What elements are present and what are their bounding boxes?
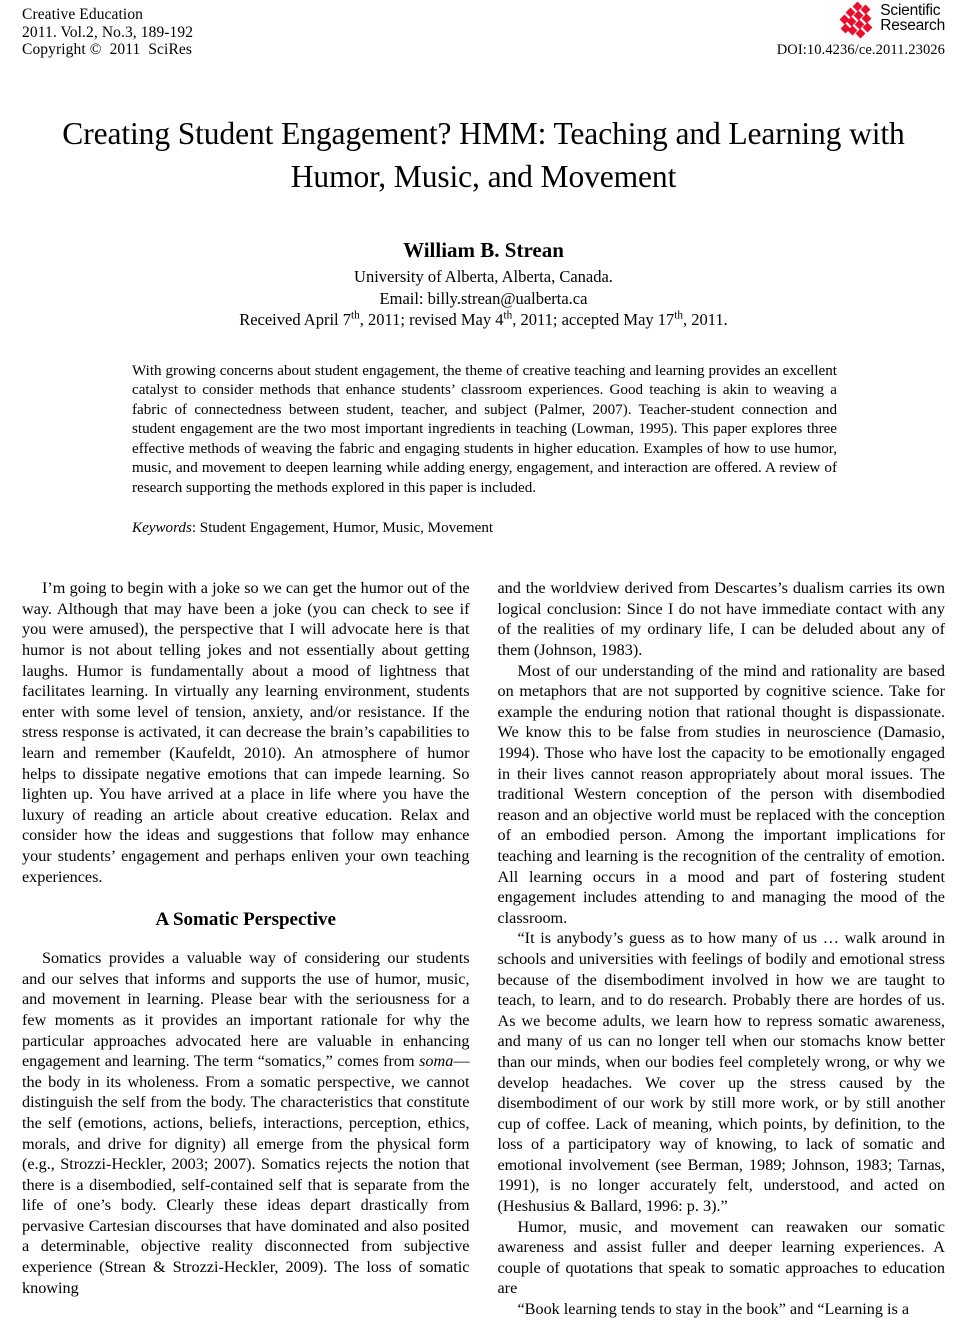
journal-copyright-line: Copyright © 2011 SciRes — [22, 41, 192, 58]
dates-ordinal-1: th — [351, 309, 360, 322]
right-paragraph-4: Humor, music, and movement can reawaken our somatic awareness and assist fuller and deeper learning experiences. A couple of quotations that speak to somatic approaches to education are — [497, 1217, 945, 1298]
dates-accepted: , 2011; accepted May 17 — [512, 310, 675, 329]
dates-received: Received April 7 — [239, 310, 352, 329]
submission-dates — [22, 309, 945, 331]
dates-revised: , 2011; revised May 4 — [359, 310, 504, 329]
author-block — [22, 237, 945, 331]
publisher-word-research: Research — [880, 17, 945, 34]
author-name: William B. Strean — [403, 238, 564, 262]
left-paragraph-2-part-a: Somatics provides a valuable way of considering our students and our selves that informs and supports the use of humor, music, and movement in learning. Please bear with the seriousness for a few moments as it provides an important rationale for why the particular approaches advocated here are valuable in enhancing engagement and learning. The term “somatics,” comes from — [22, 949, 470, 1071]
dates-year-end: , 2011. — [683, 310, 728, 329]
keywords-label: Keywords — [132, 519, 192, 536]
left-paragraph-2-part-b: —the body in its wholeness. From a somatic perspective, we cannot distinguish the self from the body. The characteristics that constitute the self (emotions, actions, beliefs, interactions, perception, ethics, morals, and drive for dignity) all emerge from the physical form (e.g., Strozzi-Heckler, 2003; 2007). Somatics rejects the notion that there is a disembodied, self-contained self that is separate from the life of one’s body. Clearly these ideas depart drastically from pervasive Cartesian discourses that have dominated and also posited a determinable, objective reality disconnected from subjective experience (Strean & Strozzi-Heckler, 2009). The loss of somatic knowing — [22, 1052, 470, 1297]
left-column — [22, 578, 470, 1319]
paper-title: Creating Student Engagement? HMM: Teaching and Learning with Humor, Music, and Movement — [62, 116, 905, 194]
right-column — [498, 578, 946, 1319]
author-affiliation: University of Alberta, Alberta, Canada. — [354, 267, 613, 286]
dates-ordinal-3: th — [674, 309, 684, 322]
publisher-wordmark — [880, 2, 945, 33]
running-header — [22, 0, 945, 68]
section-heading-somatic-perspective: A Somatic Perspective — [155, 909, 336, 931]
journal-volume-line: 2011. Vol.2, No.3, 189-192 — [22, 23, 194, 41]
author-email[interactable]: Email: billy.strean@ualberta.ca — [379, 288, 588, 308]
keywords-value: : Student Engagement, Humor, Music, Movement — [191, 519, 494, 536]
right-paragraph-1: and the worldview derived from Descartes’s dualism carries its own logical conclusion: Since I do not have immediate contact with any of the realities of my ordinary life, I can be deluded about any of them (Johnson, 1983). — [497, 579, 945, 660]
keywords-line — [132, 519, 837, 539]
left-paragraph-1: I’m going to begin with a joke so we can get the humor out of the way. Although that may have been a joke (you can check to see if you were amused), the perspective that I will advocate here is that humor is not about telling jokes and not essentially about getting laughs. Humor is fundamentally about a mood of lightness that facilitates learning. In virtually any learning environment, students enter with some level of tension, anxiety, and/or resistance. If the stress response is activated, it can decrease the brain’s capabilities to learn and remember (Kaufeldt, 2010). An atmosphere of humor helps to dissipate negative emotions that can impede learning. So lighten up. You have arrived at a place in life where you have the luxury of reading an article about creative education. Relax and consider how the ideas and suggestions that follow may enhance your students’ engagement and perhaps enliven your own teaching experiences. — [22, 579, 470, 886]
journal-name: Creative Education — [22, 6, 144, 23]
right-paragraph-5: “Book learning tends to stay in the book” and “Learning is a — [517, 1300, 910, 1319]
right-paragraph-3-quotation: “It is anybody’s guess as to how many of us … walk around in schools and universities with feelings of bodily and emotional stress because of the disembodiment involved in how we are taught to teach, to learn, and to do research. Probably there are hordes of us. As we become adults, we learn how to repress somatic awareness, and many of us can no longer tell when our stomachs know better than our minds, when our bodies feel completely wrong, or why we develop headaches. We cover up the stress caused by the disembodiment of our work by still more work, or by still another cup of coffee. Lack of meaning, which points, by definition, to the loss of a participatory way of knowing, to lack of somatic and emotional involvement (see Berman, 1989; Johnson, 1983; Tarnas, 1991), is no longer accurately felt, understood, and acted on (Heshusius & Ballard, 1996: p. 3).” — [497, 929, 945, 1216]
doi-text: DOI:10.4236/ce.2011.23026 — [776, 42, 945, 58]
publisher-word-scientific: Scientific — [880, 2, 941, 19]
left-paragraph-2 — [22, 948, 470, 1298]
abstract-text: With growing concerns about student engagement, the theme of creative teaching and learning provides an excellent catalyst to consider methods that enhance students’ classroom experiences. Good teaching is akin to weaving a fabric of connectedness between student, teacher, and subject (Palmer, 2007). Teacher-student connection and student engagement are the two most important ingredients in teaching (Lowman, 1995). This paper explores three effective methods of weaving the fabric and engaging students in higher education. Examples of how to use humor, music, and movement to deepen learning while adding energy, engagement, and interaction are offered. A review of research supporting the methods explored in this paper is included. — [132, 362, 837, 497]
two-column-body — [22, 578, 945, 1319]
dates-ordinal-2: th — [503, 309, 513, 322]
left-paragraph-2-italic-soma: soma — [419, 1052, 454, 1071]
publisher-logo — [842, 2, 945, 37]
scientific-research-diamond-icon — [842, 3, 876, 37]
right-paragraph-2: Most of our understanding of the mind and rationality are based on metaphors that are not supported by cognitive science. Take for example the enduring notion that rational thought is dispassionate. We know this to be false from studies in neuroscience (Damasio, 1994). Those who have lost the capacity to be emotionally engaged in their lives cannot reason appropriately about moral issues. The traditional Western conception of the person with disembodied reason and an objective world must be replaced with the conception of an embodied person. Among the important implications for teaching and learning is the recognition of the centrality of emotion. All learning occurs in a mood and part of fostering student engagement includes attending to and managing the mood of the classroom. — [497, 661, 945, 927]
